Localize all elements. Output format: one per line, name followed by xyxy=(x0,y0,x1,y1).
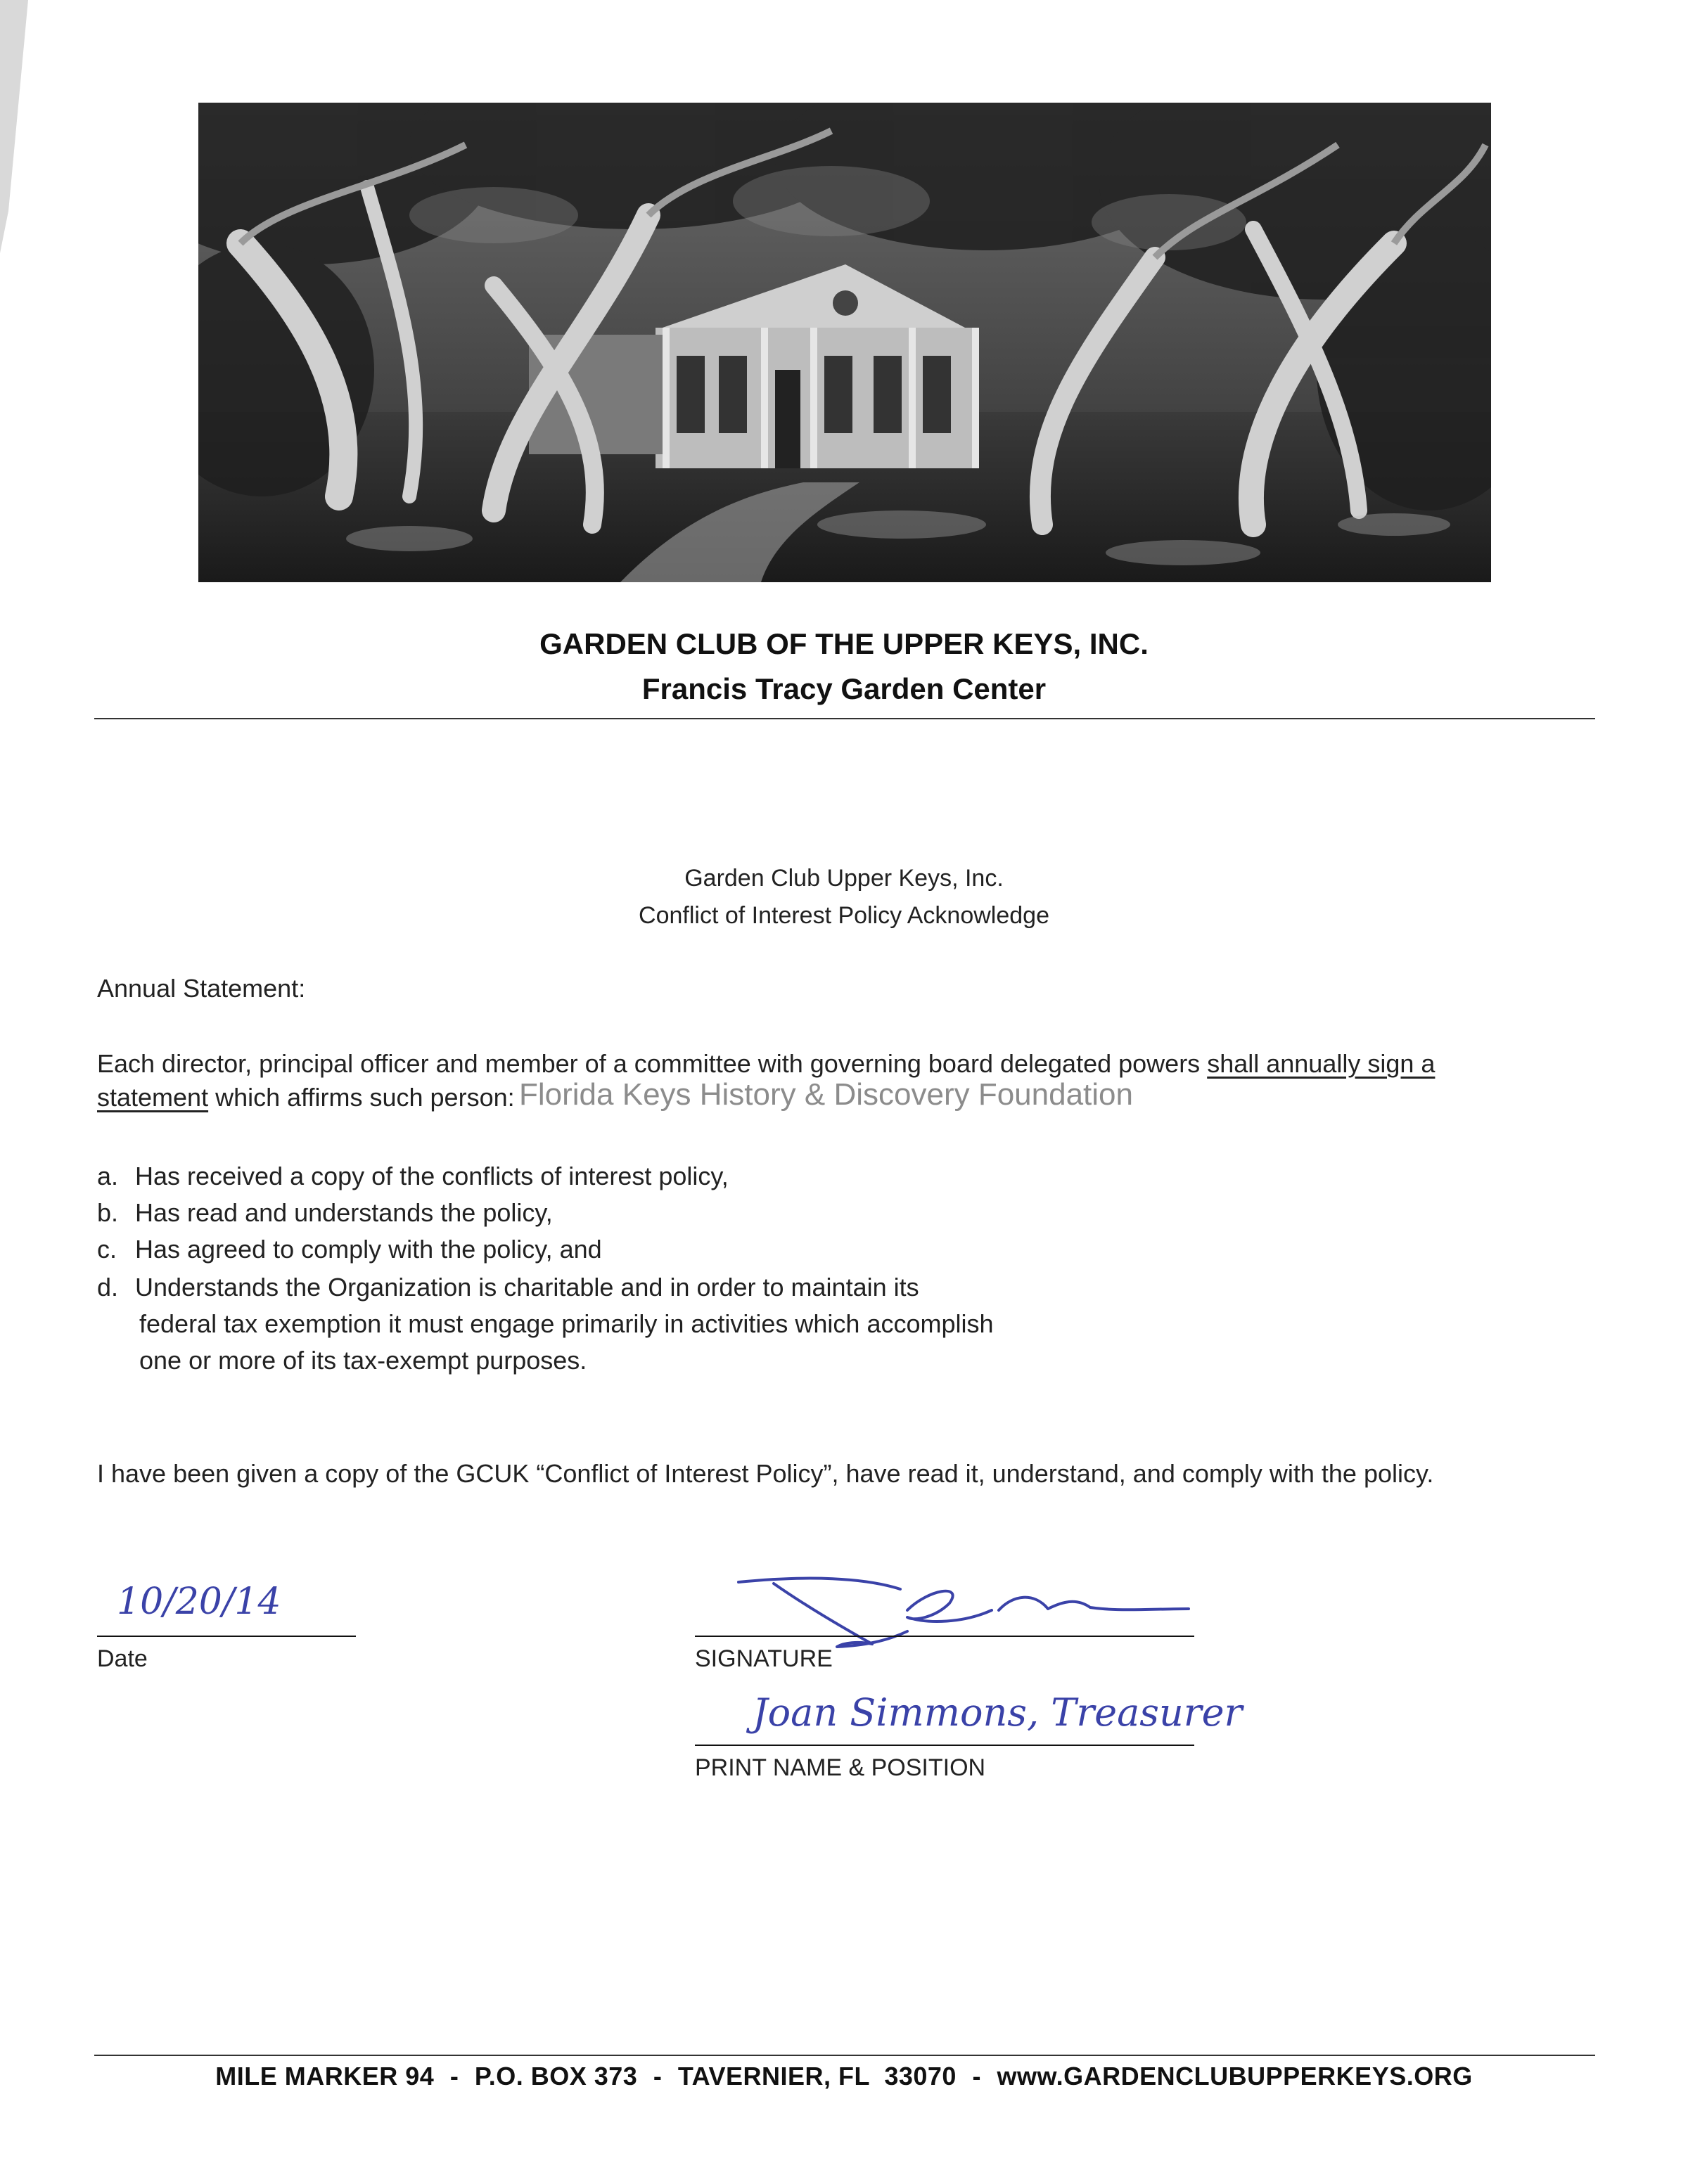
list-item xyxy=(97,1162,729,1191)
list-marker: d. xyxy=(97,1273,119,1302)
handwritten-date: 10/20/14 xyxy=(117,1581,281,1623)
list-text: Has received a copy of the conflicts of interest policy, xyxy=(135,1162,729,1190)
intro-text-part1: Each director, principal officer and member of a committee with governing board delegated powers xyxy=(97,1049,1208,1078)
signature-line xyxy=(695,1636,1194,1637)
date-line xyxy=(97,1636,356,1637)
intro-underlined-1: shall annually sign a xyxy=(1207,1049,1436,1078)
annual-statement-heading: Annual Statement: xyxy=(97,974,306,1003)
name-line xyxy=(695,1745,1194,1746)
name-position-label: PRINT NAME & POSITION xyxy=(695,1754,986,1781)
list-text: Has read and understands the policy, xyxy=(135,1198,553,1227)
intro-underlined-2: statement xyxy=(97,1083,209,1112)
acknowledgement-statement: I have been given a copy of the GCUK “Conflict of Interest Policy”, have read it, understand, and comply with the policy. xyxy=(97,1459,1434,1488)
intro-text-part2: which affirms such person: xyxy=(208,1083,515,1112)
garden-center-name: Francis Tracy Garden Center xyxy=(641,672,1047,705)
list-marker: a. xyxy=(97,1162,119,1190)
scan-edge-artifact xyxy=(0,0,28,253)
intro-line1 xyxy=(97,1049,1435,1079)
list-item xyxy=(97,1235,602,1264)
handwritten-signature xyxy=(696,1568,1203,1652)
list-marker: c. xyxy=(97,1235,117,1264)
watermark: Florida Keys History & Discovery Foundation xyxy=(519,1077,1133,1112)
list-item-continuation: one or more of its tax-exempt purposes. xyxy=(139,1346,587,1375)
signature-label: SIGNATURE xyxy=(695,1645,833,1672)
footer-separator: - xyxy=(449,2062,459,2090)
date-label: Date xyxy=(97,1645,148,1672)
handwritten-name-position: Joan Simmons, Treasurer xyxy=(753,1690,1243,1735)
footer-mile-marker: MILE MARKER 94 xyxy=(215,2062,435,2090)
list-item-continuation: federal tax exemption it must engage primarily in activities which accomplish xyxy=(139,1309,994,1338)
list-text: Understands the Organization is charitable and in order to maintain its xyxy=(135,1273,919,1302)
list-item xyxy=(97,1198,553,1228)
footer-divider xyxy=(94,2055,1595,2056)
list-item xyxy=(97,1273,919,1302)
footer-city: TAVERNIER, FL 33070 xyxy=(677,2062,957,2090)
footer-address xyxy=(0,2062,1688,2091)
footer-po-box: P.O. BOX 373 xyxy=(474,2062,638,2090)
footer-separator: - xyxy=(653,2062,663,2090)
organization-name: GARDEN CLUB OF THE UPPER KEYS, INC. xyxy=(539,627,1149,660)
list-text: Has agreed to comply with the policy, and xyxy=(135,1235,602,1264)
list-marker: b. xyxy=(97,1198,119,1227)
footer-separator: - xyxy=(972,2062,981,2090)
intro-line2 xyxy=(97,1083,515,1112)
header-divider xyxy=(94,718,1595,719)
document-title-line1: Garden Club Upper Keys, Inc. xyxy=(684,865,1004,892)
garden-center-photo xyxy=(198,103,1491,582)
footer-website: www.GARDENCLUBUPPERKEYS.ORG xyxy=(997,2062,1473,2090)
document-title-line2: Conflict of Interest Policy Acknowledge xyxy=(639,902,1049,929)
